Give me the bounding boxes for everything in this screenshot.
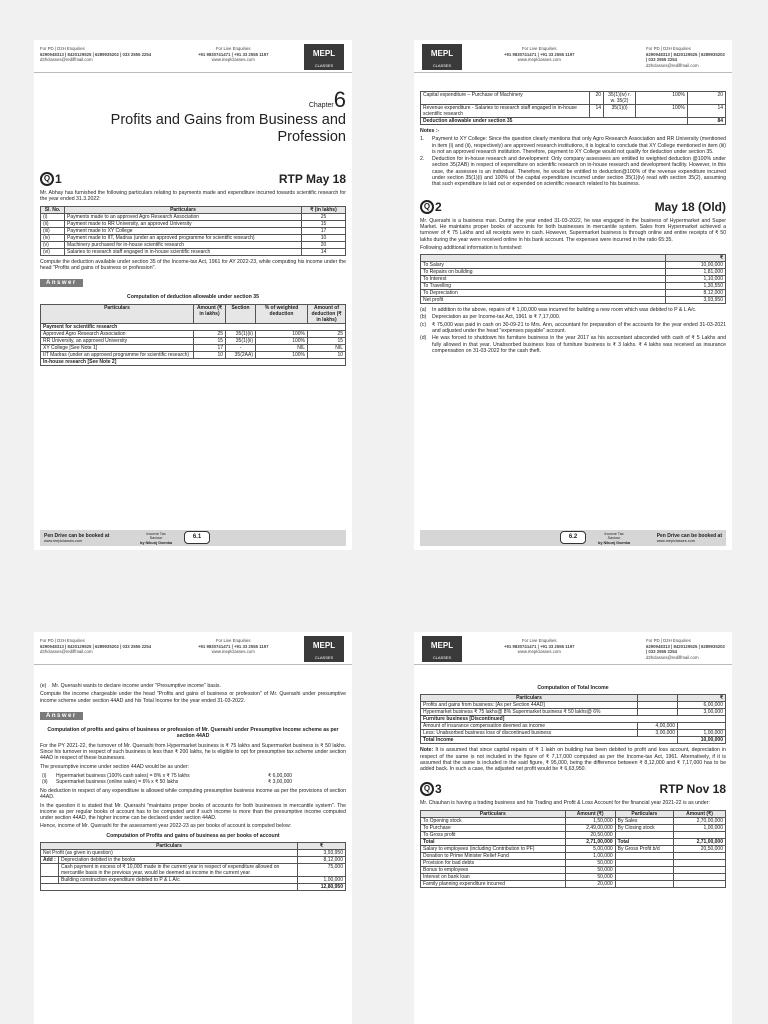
- page-header: MEPL CLASSES For Live Enquiries +91 9830741471 | +91 33 2555 1197 www.meplclasses.com For PD | D2H Enquiries 6290948313 | 8420129525 | 6289935202 | 033 2555 2254 d2hclasses@rediffmail.com: [420, 636, 726, 664]
- table-row: (i) Hypermarket business (100% cash sales) = 8% x ₹ 75 lakhs ₹ 6,00,000: [42, 772, 293, 779]
- table-row: To Depreciation 8,12,000: [421, 290, 726, 297]
- page-header: For PD | D2H Enquiries 6290948313 | 8420129525 | 6289935202 | 033 2555 2254 d2hclasses@rediffmail.com For Live Enquiries +91 9830741471 | +91 33 2555 1197 www.meplclasses.com MEPL CLASSES: [40, 636, 346, 664]
- table-row: To Purchase 2,49,00,000 By Closing stock 1,00,000: [421, 824, 726, 831]
- question-heading: Q 1 RTP May 18: [40, 172, 346, 186]
- table-row: IIT Madras (under an approved programme for scientific research) 10 35(2AA) 100% 10: [41, 351, 346, 358]
- table-row: Net profit 3,93,950: [421, 297, 726, 304]
- list-item: (c) ₹ 75,000 was paid in cash on 30-09-21 to Mrs. Ann, accountant for preparation of the accounts for the year ended 31-03-2021 and adjusted under the head "expenses payable" account.: [420, 321, 726, 335]
- list-item: 1. Payment to XY College: Since the question clearly mentions that only Agro Research Association and RR University (mentioned in item (i) and (ii), respectively) are approved research institutions, it is logical to conclude that XY College mentioned in item (iii) is not an approved research institution. Therefore, payment to XY College would not qualify for deduction under section 35.: [420, 136, 726, 155]
- table-row: Hypermarket business ₹ 75 lakhs@ 8% Supermarket business ₹ 50 lakhs@ 6% 3,00,000: [421, 709, 726, 716]
- mepl-logo: MEPL CLASSES: [304, 636, 344, 662]
- table-row: Revenue expenditure - Salaries to research staff engaged in in-house scientific research 14 35(1)(i) 100% 14: [421, 105, 726, 118]
- chapter-title: Profits and Gains from Business and Profession: [110, 112, 346, 145]
- table-row: Building construction expenditure debited to P & L A/c 1,00,000: [41, 877, 346, 884]
- table-row: (ii) Supermarket business (online sales) = 6% x ₹ 50 lakhs ₹ 3,00,000: [42, 778, 293, 785]
- page-header: MEPL CLASSES For Live Enquiries +91 9830741471 | +91 33 2555 1197 www.meplclasses.com For PD | D2H Enquiries 6290948313 | 8420129525 | 6289935202 | 033 2555 2254 d2hclasses@rediffmail.com: [420, 44, 726, 72]
- table-row: To Salary 10,00,000: [421, 262, 726, 269]
- info-list: [420, 307, 726, 354]
- table-row: To Gross profit 20,50,000: [421, 831, 726, 838]
- page-6-1: For PD | D2H Enquiries 6290948313 | 8420129525 | 6289935202 | 033 2555 2254 d2hclasses@rediffmail.com For Live Enquiries +91 9830741471 | +91 33 2555 1197 www.meplclasses.com MEPL CLASSES Chapter6 Profits and Gains from Business and Profession Q 1 RTP May 18 Mr. Abhay has furnished the following particulars relating to payments made and expenditure incurred towards scientific research for the year ended 31.3.2022: Sl. No. Particulars ₹ (in lakhs) (i) Payments made to an approved Agro Research Association 25 (ii) Payment made to RR University, an approved University 15 (iii) Payment made to XY College 17 (iv) Payment made to IIT, Madras (under an approved programme for scientific research) 10 (v) Machinery purchased for in-house scientific research 20 (vi) Salaries to research staff engaged in in-house scientific research 14 Compute the deduction available under section 35 of the Income-tax Act, 1961 for AY 2022-23, while computing his income under the head "Profits and gains of business or profession". Answer Computation of deduction allowable under section 35 Particulars Amount (₹ in lakhs) Section % of weighted deduction Amount of deduction (₹ in lakhs) Payment for scientific research Approved Agro Research Association 25 35(1)(ii) 100% 25 RR University, an approved University 15 35(1)(ii) 100% 15 XY College [See Note 1] 17 - NIL NIL IIT Madras (under an approved programme for scientific research) 10 35(2AA) 100% 10 In-house research [See Note 2] Pen Drive can be booked at www.meplclasses.com Income Tax Saviour by Nikunj Goenka 6.1: [34, 40, 352, 550]
- table-row: To Repairs on building 1,81,000: [421, 269, 726, 276]
- table-row: 12,80,950: [41, 884, 346, 891]
- answer-label: Answer: [40, 279, 83, 287]
- page-header: For PD | D2H Enquiries 6290948313 | 8420129525 | 6289935202 | 033 2555 2254 d2hclasses@rediffmail.com For Live Enquiries +91 9830741471 | +91 33 2555 1197 www.meplclasses.com MEPL CLASSES: [40, 44, 346, 72]
- table-row: XY College [See Note 1] 17 - NIL NIL: [41, 344, 346, 351]
- page-footer: Pen Drive can be booked at www.meplclasses.com Income Tax Saviour by Nikunj Goenka 6.2: [420, 530, 726, 546]
- table-row: (i) Payments made to an approved Agro Research Association 25: [41, 213, 346, 220]
- table-row: Cash payment in excess of ₹ 10,000 made in the current year in respect of expenditure allowed on mercantile basis in the previous year, would be deemed as income in the current year 75,000: [41, 864, 346, 877]
- table-row: Net Profit (as given in question) 3,93,950: [41, 850, 346, 857]
- list-item: (e) Mr. Querashi wants to declare income under "Presumptive income" basis.: [40, 683, 221, 689]
- table-row: Family planning expenditure incurred 20,000: [421, 880, 726, 887]
- table-row: Less: Unabsorbed business loss of discontinued business 3,00,000 1,00,000: [421, 730, 726, 737]
- question-icon: Q: [420, 782, 434, 796]
- page-6-2: MEPL CLASSES For Live Enquiries +91 9830741471 | +91 33 2555 1197 www.meplclasses.com For PD | D2H Enquiries 6290948313 | 8420129525 | 6289935202 | 033 2555 2254 d2hclasses@rediffmail.com Capital expenditure – Purchase of Machinery 20 35(1)(iv) r. w. 35(2) 100% 20 Revenue expenditure - Salaries to research staff engaged in in-house scientific research 14 35(1)(i) 100% 14 Deduction allowable under section 35 84 Notes :- 1. Payment to XY College: Since the question clearly mentions that only Agro Research Association and RR University (mentioned in item (i) and (ii), respectively) are approved research institutions, it is logical to conclude that XY College mentioned in item (iii) is not an approved research institution. Therefore, payment to XY College would not qualify for deduction under section 35. 2. Deduction for in-house research and development: Only company assessees are entitled to weighted deduction @100% under section 35(2AB) in respect of expenditure on scientific research on in-house research and development facility. However, in this case, the assessee is an individual. Therefore, he would be entitled to deduction@100% of the revenue expenditure incurred under section 35(1)(i) and 100% of the capital expenditure incurred under section 35(1)(iv) read with section 35(2), assuming that such expenditure is laid out or expended on scientific research related to his business. Q 2 May 18 (Old) Mr. Querashi is a business man. During the year ended 31-03-2022, he was engaged in the business of Hypermarket and Super Market. He maintains proper books of accounts for both businesses in mercantile system. Sales from Hypermarket achieved a turnover of ₹ 75 Lakhs and all receipts were in cash. However, Supermarket business is through online and entire receipts of ₹ 50 lakhs during the year were received online in his bank account. The expenses were incurred in the ratio 65:35. Following additional information is furnished: ₹ To Salary 10,00,000 To Repairs on building 1,81,000 To Interest 1,10,000 To Travelling 1,30,550 To Depreciation 8,12,000 Net profit 3,93,950 (a) In addition to the above, repairs of ₹ 1,00,000 was incurred for building a new room which was debited to P & L A/c. (b) Depreciation as per Income-tax Act, 1961 is ₹ 7,17,000. (c) ₹ 75,000 was paid in cash on 30-09-21 to Mrs. Ann, accountant for preparation of the accounts for the year ended 31-03-2021 and adjusted under the head "expenses payable" account. (d) He was forced to shutdown his furniture business in the year 2017 as his accountant absconded with cash of ₹ 5 Lakhs and fully allowed in that year. Unabsorbed business loss of furniture business is ₹ 3 lakhs. ₹ 4 lakhs was received as insurance compensation on 31-03-2022 for the cash theft. Pen Drive can be booked at www.meplclasses.com Income Tax Saviour by Nikunj Goenka 6.2: [414, 40, 732, 550]
- question-icon: Q: [40, 172, 54, 186]
- table-row: (iv) Payment made to IIT, Madras (under an approved programme for scientific research) 10: [41, 234, 346, 241]
- mepl-logo: MEPL CLASSES: [422, 636, 462, 662]
- books-profit-table: Particulars ₹ Net Profit (as given in question) 3,93,950 Add : Depreciation debited in the books 8,12,000 Cash payment in excess of ₹ 10,000 made in the current year in respect of expenditure allowed on mercantile basis in the previous year, would be deemed as income in the current year 75,000 Building construction expenditure debited to P & L A/c 1,00,000 12,80,950: [40, 842, 346, 891]
- table-row: (v) Machinery purchased for in-house scientific research 20: [41, 241, 346, 248]
- table-row: Donation to Prime Minister Relief Fund 1,00,000: [421, 852, 726, 859]
- table-row: Provision for bad debts 50,000: [421, 859, 726, 866]
- particulars-table: Sl. No. Particulars ₹ (in lakhs) (i) Payments made to an approved Agro Research Association 25 (ii) Payment made to RR University, an approved University 15 (iii) Payment made to XY College 17 (iv) Payment made to IIT, Madras (under an approved programme for scientific research) 10 (v) Machinery purchased for in-house scientific research 20 (vi) Salaries to research staff engaged in in-house scientific research 14: [40, 206, 346, 256]
- table-row: Profits and gains from business: [As per Section 44AD] 6,00,000: [421, 702, 726, 709]
- page-6-4: MEPL CLASSES For Live Enquiries +91 9830741471 | +91 33 2555 1197 www.meplclasses.com For PD | D2H Enquiries 6290948313 | 8420129525 | 6289935202 | 033 2555 2254 d2hclasses@rediffmail.com Computation of Total Income Particulars ₹ Profits and gains from business: [As per Section 44AD] 6,00,000 Hypermarket business ₹ 75 lakhs@ 8% Supermarket business ₹ 50 lakhs@ 6% 3,00,000 Furniture business [Discontinued] Amount of insurance compensation deemed as income 4,00,000 Less: Unabsorbed business loss of discontinued business 3,00,000 1,00,000 Total Income 10,00,000 Note: It is assumed that since capital repairs of ₹ 1 lakh on building has been debited to profit and loss account, depreciation in respect of the same is not included in the figure of ₹ 7,17,000 computed as per the Income-tax Act, 1961. Alternatively, if it is assumed that the same is included in the said figure, ₹ 95,000, being the difference between ₹ 8,12,000 and ₹ 7,17,000 has to be added back. In such a case, the adjusted net profit would be ₹ 6,63,950. Q 3 RTP Nov 18 Mr. Chauhan is having a trading business and his Trading and Profit & Loss Account for the financial year 2021-22 is as under: Particulars Amount (₹) Particulars Amount (₹) To Opening stock 1,50,000 By Sales 2,70,00,000 To Purchase 2,49,00,000 By Closing stock 1,00,000 To Gross profit 20,50,000 Total 2,71,00,000 Total 2,71,00,000 Salary to employees (including Contribution to PF) 5,00,000 By Gross Profit b/d 20,50,000 Donation to Prime Minister Relief Fund 1,00,000 Provision for bad debts 50,000 Bonus to employees 50,000 Interest on bank loan 50,000 Family planning expenditure incurred 20,000: [414, 632, 732, 1024]
- question-intro: Mr. Abhay has furnished the following particulars relating to payments made and expenditure incurred towards scientific research for the year ended 31.3.2022:: [40, 190, 346, 203]
- table-row: Capital expenditure – Purchase of Machinery 20 35(1)(iv) r. w. 35(2) 100% 20: [421, 92, 726, 105]
- table-row: Interest on bank loan 50,000: [421, 873, 726, 880]
- table-row: To Travelling 1,30,550: [421, 283, 726, 290]
- list-item: 2. Deduction for in-house research and development: Only company assessees are entitled to weighted deduction @100% under section 35(2AB) in respect of expenditure on scientific research on in-house research and development facility. However, in this case, the assessee is an individual. Therefore, he would be entitled to deduction@100% of the revenue expenditure incurred under section 35(1)(i) and 100% of the capital expenditure incurred under section 35(1)(iv) read with section 35(2), assuming that such expenditure is laid out or expended on scientific research related to his business.: [420, 156, 726, 188]
- answer-label: Answer: [40, 712, 83, 720]
- expense-table: ₹ To Salary 10,00,000 To Repairs on building 1,81,000 To Interest 1,10,000 To Travelling 1,30,550 To Depreciation 8,12,000 Net profit 3,93,950: [420, 254, 726, 304]
- mepl-logo: MEPL CLASSES: [422, 44, 462, 70]
- table-row: Bonus to employees 50,000: [421, 866, 726, 873]
- mepl-logo: MEPL CLASSES: [304, 44, 344, 70]
- page-number: 6.1: [184, 531, 210, 544]
- question-heading: Q 2 May 18 (Old): [420, 200, 726, 214]
- table-row: Add : Depreciation debited in the books 8,12,000: [41, 857, 346, 864]
- table-row: To Interest 1,10,000: [421, 276, 726, 283]
- table-row: (ii) Payment made to RR University, an approved University 15: [41, 220, 346, 227]
- chapter-label: Chapter6: [308, 87, 346, 112]
- deduction-table-continued: Capital expenditure – Purchase of Machinery 20 35(1)(iv) r. w. 35(2) 100% 20 Revenue expenditure - Salaries to research staff engaged in in-house scientific research 14 35(1)(i) 100% 14 Deduction allowable under section 35 84: [420, 91, 726, 125]
- table-row: (vi) Salaries to research staff engaged in in-house scientific research 14: [41, 248, 346, 255]
- table-row: (iii) Payment made to XY College 17: [41, 227, 346, 234]
- table-row: RR University, an approved University 15 35(1)(ii) 100% 15: [41, 337, 346, 344]
- table-row: Approved Agro Research Association 25 35(1)(ii) 100% 25: [41, 330, 346, 337]
- notes-list: [420, 136, 726, 187]
- question-heading: Q 3 RTP Nov 18: [420, 782, 726, 796]
- table-row: Salary to employees (including Contribution to PF) 5,00,000 By Gross Profit b/d 20,50,000: [421, 845, 726, 852]
- presumptive-income-list: [40, 773, 346, 785]
- table-row: Amount of insurance compensation deemed as income 4,00,000: [421, 723, 726, 730]
- deduction-table: Particulars Amount (₹ in lakhs) Section % of weighted deduction Amount of deduction (₹ in lakhs) Payment for scientific research Approved Agro Research Association 25 35(1)(ii) 100% 25 RR University, an approved University 15 35(1)(ii) 100% 15 XY College [See Note 1] 17 - NIL NIL IIT Madras (under an approved programme for scientific research) 10 35(2AA) 100% 10 In-house research [See Note 2]: [40, 304, 346, 366]
- total-income-table: Particulars ₹ Profits and gains from business: [As per Section 44AD] 6,00,000 Hypermarket business ₹ 75 lakhs@ 8% Supermarket business ₹ 50 lakhs@ 6% 3,00,000 Furniture business [Discontinued] Amount of insurance compensation deemed as income 4,00,000 Less: Unabsorbed business loss of discontinued business 3,00,000 1,00,000 Total Income 10,00,000: [420, 694, 726, 744]
- list-item: (b) Depreciation as per Income-tax Act, 1961 is ₹ 7,17,000.: [420, 314, 561, 321]
- list-item: (d) He was forced to shutdown his furniture business in the year 2017 as his accountant absconded with cash of ₹ 5 Lakhs and fully allowed in that year. Unabsorbed business loss of furniture business is ₹ 3 lakhs. ₹ 4 lakhs was received as insurance compensation on 31-03-2022 for the cash theft.: [420, 335, 726, 354]
- question-icon: Q: [420, 200, 434, 214]
- trading-pl-table: Particulars Amount (₹) Particulars Amount (₹) To Opening stock 1,50,000 By Sales 2,70,00,000 To Purchase 2,49,00,000 By Closing stock 1,00,000 To Gross profit 20,50,000 Total 2,71,00,000 Total 2,71,00,000 Salary to employees (including Contribution to PF) 5,00,000 By Gross Profit b/d 20,50,000 Donation to Prime Minister Relief Fund 1,00,000 Provision for bad debts 50,000 Bonus to employees 50,000 Interest on bank loan 50,000 Family planning expenditure incurred 20,000: [420, 810, 726, 888]
- page-footer: Pen Drive can be booked at www.meplclasses.com Income Tax Saviour by Nikunj Goenka 6.1: [40, 530, 346, 546]
- list-item: (a) In addition to the above, repairs of ₹ 1,00,000 was incurred for building a new room which was debited to P & L A/c.: [420, 307, 697, 314]
- table-row: To Opening stock 1,50,000 By Sales 2,70,00,000: [421, 817, 726, 824]
- page-number: 6.2: [560, 531, 586, 544]
- page-6-3: For PD | D2H Enquiries 6290948313 | 8420129525 | 6289935202 | 033 2555 2254 d2hclasses@rediffmail.com For Live Enquiries +91 9830741471 | +91 33 2555 1197 www.meplclasses.com MEPL CLASSES (e) Mr. Querashi wants to declare income under "Presumptive income" basis. Compute the income chargeable under the head "Profits and gains of business or profession" of Mr. Querashi under presumptive income scheme under section 44AD and his Total Income for the year ended 31-03-2022. Answer Computation of profits and gains of business or profession of Mr. Querashi under Presumptive Income scheme as per section 44AD For the PY 2021-22, the turnover of Mr. Querashi from Hypermarket business is ₹ 75 lakhs and Supermarket business is ₹ 50 lakhs. Since his turnover in respect of such business is less than ₹ 200 lakhs, he is eligible to opt for presumptive tax scheme under section 44AD in respect of these businesses. The presumptive income under section 44AD would be as under: (i) Hypermarket business (100% cash sales) = 8% x ₹ 75 lakhs ₹ 6,00,000 (ii) Supermarket business (online sales) = 6% x ₹ 50 lakhs ₹ 3,00,000 No deduction in respect of any expenditure is allowed while computing presumptive business income as per the provisions of section 44AD. In the question it is stated that Mr. Querashi "maintains proper books of accounts for both businesses in mercantile system". The income as per regular books of account has to be computed and if such income is more than the presumptive income computed under section 44AD, the higher income can be declared under section 44AD. Hence, income of Mr. Querashi for the assessment year 2022-23 as per books of account is computed below: Computation of Profits and gains of business as per books of account Particulars ₹ Net Profit (as given in question) 3,93,950 Add : Depreciation debited in the books 8,12,000 Cash payment in excess of ₹ 10,000 made in the current year in respect of expenditure allowed on mercantile basis in the previous year, would be deemed as income in the current year 75,000 Building construction expenditure debited to P & L A/c 1,00,000 12,80,950: [34, 632, 352, 1024]
